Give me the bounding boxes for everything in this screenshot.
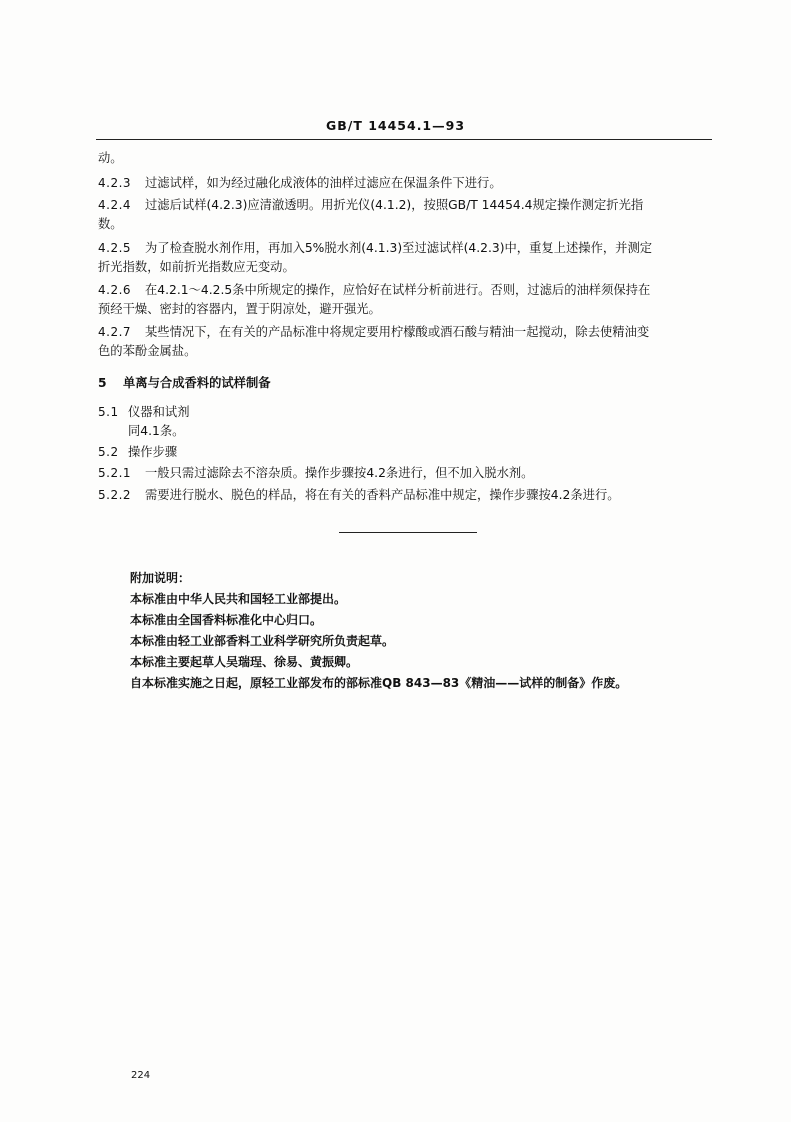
clause-4-2-7: [98, 324, 718, 340]
clause-number: 4.2.5: [98, 241, 132, 255]
clause-text: 为了检查脱水剂作用，再加入5%脱水剂(4.1.3)至过滤试样(4.2.3)中，重复上述操作，并测定: [145, 241, 653, 255]
continuation-line: 动。: [98, 151, 123, 165]
clause-number: 4.2.4: [98, 198, 132, 212]
clause-4-2-4-cont: 数。: [98, 217, 123, 231]
clause-5-1: [98, 404, 718, 420]
clause-number: 4.2.3: [98, 176, 132, 190]
clause-number: 5.2.2: [98, 488, 132, 502]
notes-line: 本标准主要起草人吴瑞珵、徐易、黄振卿。: [130, 655, 359, 669]
notes-line: 自本标准实施之日起，原轻工业部发布的部标准QB 843—83《精油——试样的制备》作废。: [130, 676, 628, 690]
clause-4-2-3: [98, 175, 718, 191]
clause-number: 4.2.6: [98, 283, 132, 297]
clause-4-2-4: [98, 197, 718, 213]
clause-4-2-7-cont: 色的苯酚金属盐。: [98, 344, 197, 358]
clause-title: 仪器和试剂: [128, 405, 190, 419]
clause-text: 需要进行脱水、脱色的样品，将在有关的香料产品标准中规定，操作步骤按4.2条进行。: [145, 488, 620, 502]
section-5-heading: [98, 375, 718, 391]
clause-4-2-6-cont: 预经干燥、密封的容器内，置于阴凉处，避开强光。: [98, 302, 381, 316]
clause-text: 在4.2.1～4.2.5条中所规定的操作，应恰好在试样分析前进行。否则，过滤后的油样须保持在: [145, 283, 651, 297]
standard-code-header: GB/T 14454.1—93: [325, 118, 466, 133]
clause-title: 操作步骤: [128, 445, 178, 459]
clause-5-2: [98, 444, 718, 460]
clause-text: 一般只需过滤除去不溶杂质。操作步骤按4.2条进行，但不加入脱水剂。: [145, 466, 534, 480]
notes-line: 本标准由全国香料标准化中心归口。: [130, 613, 323, 627]
clause-5-2-1: [98, 465, 718, 481]
section-number: 5: [98, 376, 107, 390]
notes-title: 附加说明：: [130, 571, 191, 585]
notes-line: 本标准由轻工业部香料工业科学研究所负责起草。: [130, 634, 395, 648]
clause-number: 4.2.7: [98, 325, 132, 339]
clause-5-2-2: [98, 487, 718, 503]
clause-text: 某些情况下，在有关的产品标准中将规定要用柠檬酸或酒石酸与精油一起搅动，除去使精油变: [145, 325, 650, 339]
clause-4-2-6: [98, 282, 718, 298]
section-divider: [339, 532, 477, 533]
notes-line: 本标准由中华人民共和国轻工业部提出。: [130, 592, 347, 606]
clause-number: 5.2: [98, 445, 119, 459]
page-number: 224: [131, 1070, 151, 1081]
clause-5-1-text: 同4.1条。: [128, 424, 185, 438]
clause-text: 过滤试样，如为经过融化成液体的油样过滤应在保温条件下进行。: [145, 176, 502, 190]
clause-number: 5.2.1: [98, 466, 132, 480]
clause-4-2-5: [98, 240, 718, 256]
section-title: 单离与合成香料的试样制备: [123, 376, 271, 390]
clause-4-2-5-cont: 折光指数，如前折光指数应无变动。: [98, 260, 295, 274]
clause-number: 5.1: [98, 405, 119, 419]
clause-text: 过滤后试样(4.2.3)应清澈透明。用折光仪(4.1.2)，按照GB/T 14454.4规定操作测定折光指: [145, 198, 644, 212]
header-rule: [96, 139, 712, 140]
